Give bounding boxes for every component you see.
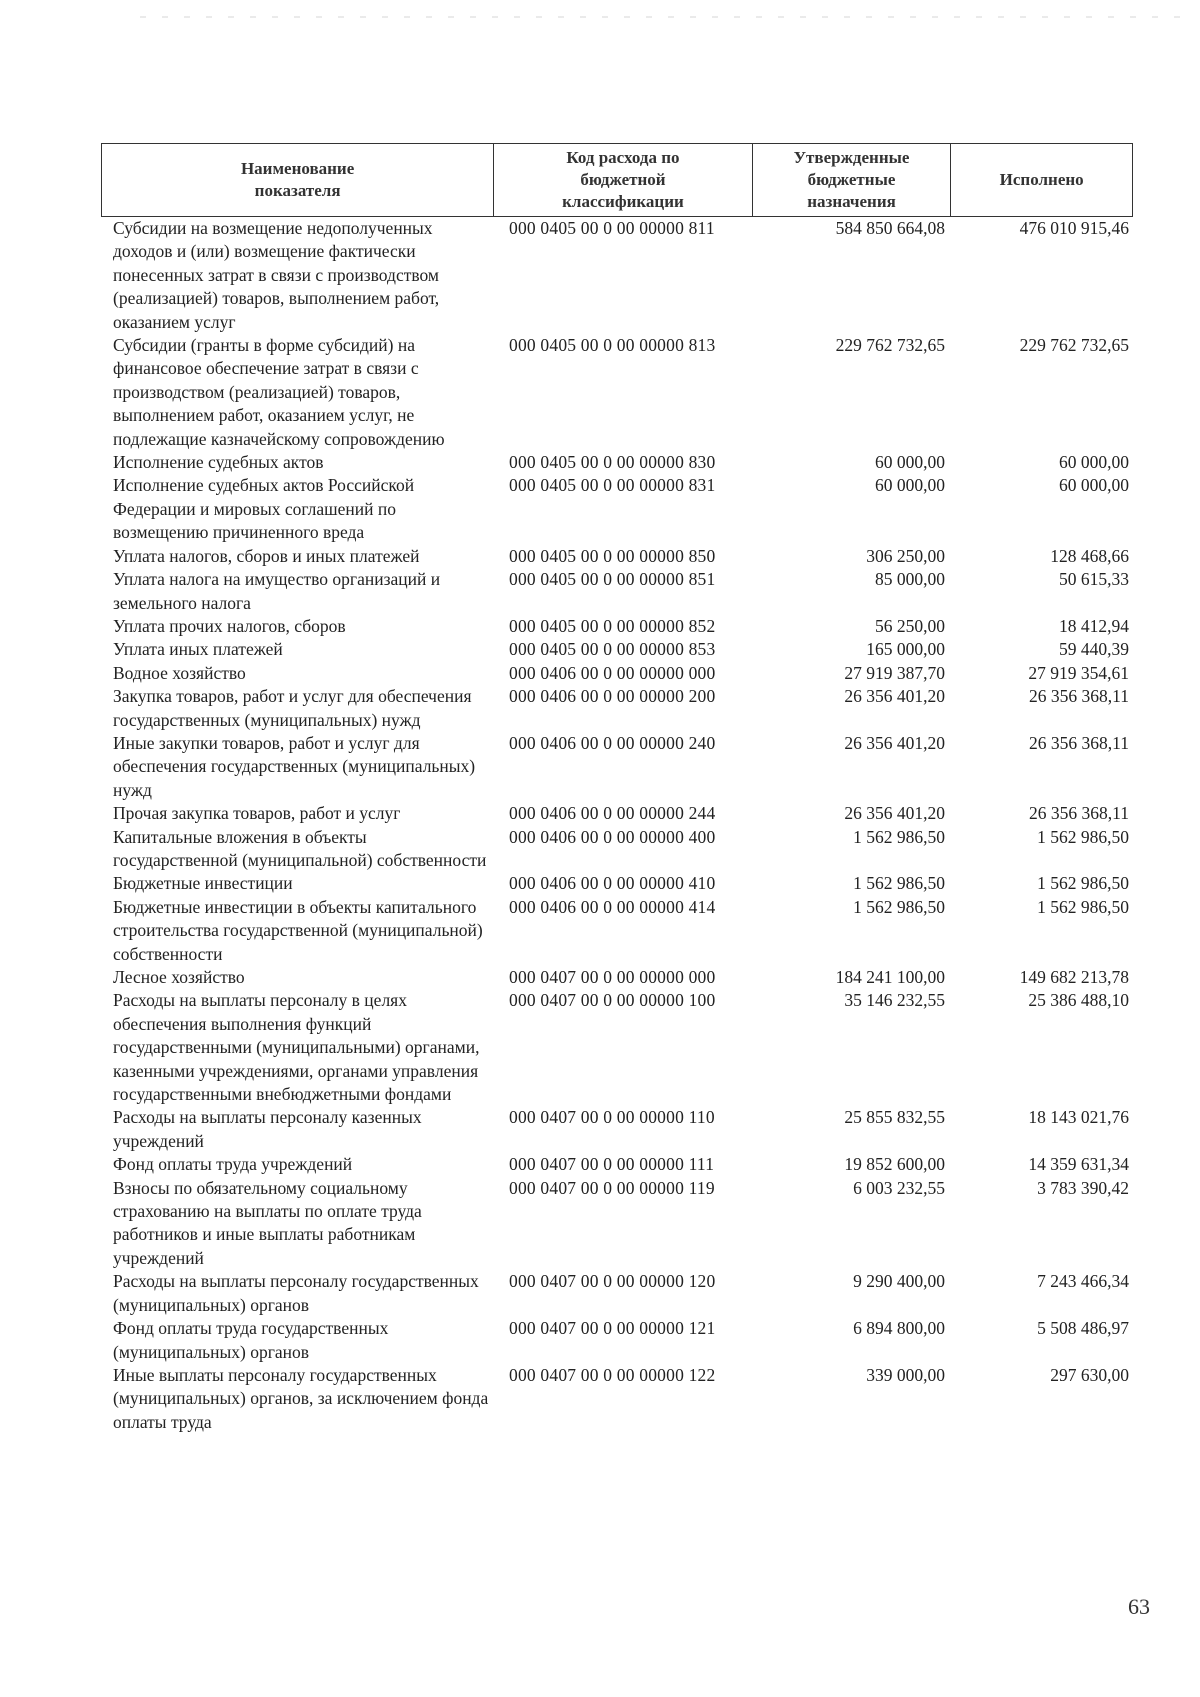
row-approved: 9 290 400,00 — [853, 1271, 945, 1292]
row-code: 000 0406 00 0 00 00000 000 — [509, 662, 716, 683]
row-name: Иные выплаты персоналу государственных (муниципальных) органов, за исключением фонда оплаты труда — [113, 1364, 489, 1432]
row-code: 000 0406 00 0 00 00000 200 — [509, 686, 716, 707]
table-row — [101, 568, 1133, 615]
table-row — [101, 451, 1133, 474]
table-row — [101, 1364, 1133, 1434]
table-row — [101, 474, 1133, 544]
table-row — [101, 1177, 1133, 1271]
row-approved: 60 000,00 — [875, 475, 945, 496]
row-approved: 6 003 232,55 — [853, 1177, 945, 1198]
header-executed: Исполнено — [950, 144, 1132, 216]
row-executed: 25 386 488,10 — [1028, 990, 1129, 1011]
row-name: Иные закупки товаров, работ и услуг для обеспечения государственных (муниципальных) нужд — [113, 732, 476, 800]
row-approved: 1 562 986,50 — [853, 873, 945, 894]
row-approved: 19 852 600,00 — [844, 1154, 945, 1175]
table-row — [101, 732, 1133, 802]
row-name: Прочая закупка товаров, работ и услуг — [113, 803, 401, 824]
header-approved: Утвержденные бюджетные назначения — [752, 144, 951, 216]
table-row — [101, 545, 1133, 568]
row-approved: 26 356 401,20 — [844, 732, 945, 753]
scan-artifact — [140, 16, 1190, 18]
row-code: 000 0406 00 0 00 00000 410 — [509, 873, 716, 894]
row-code: 000 0406 00 0 00 00000 414 — [509, 896, 716, 917]
row-executed: 60 000,00 — [1059, 452, 1129, 473]
row-code: 000 0407 00 0 00 00000 100 — [509, 990, 716, 1011]
row-code: 000 0405 00 0 00 00000 830 — [509, 452, 716, 473]
row-name: Субсидии (гранты в форме субсидий) на финансовое обеспечение затрат в связи с производством (реализацией) товаров, выполнением работ, оказанием услуг, не подлежащие казначейскому сопровождению — [113, 335, 445, 449]
table-row — [101, 1270, 1133, 1317]
table-row — [101, 1153, 1133, 1176]
table-row — [101, 1106, 1133, 1153]
row-code: 000 0405 00 0 00 00000 831 — [509, 475, 716, 496]
row-executed: 476 010 915,46 — [1019, 218, 1129, 238]
row-name: Исполнение судебных актов — [113, 452, 324, 473]
row-executed: 50 615,33 — [1059, 569, 1129, 590]
table-row — [101, 872, 1133, 895]
row-executed: 7 243 466,34 — [1037, 1271, 1129, 1292]
row-name: Фонд оплаты труда государственных (муниципальных) органов — [113, 1318, 389, 1362]
row-executed: 1 562 986,50 — [1037, 826, 1129, 847]
row-executed: 26 356 368,11 — [1029, 732, 1129, 753]
table-row — [101, 638, 1133, 661]
table-row — [101, 966, 1133, 989]
row-code: 000 0407 00 0 00 00000 119 — [509, 1177, 715, 1198]
row-approved: 60 000,00 — [875, 452, 945, 473]
row-name: Закупка товаров, работ и услуг для обеспечения государственных (муниципальных) нужд — [113, 686, 472, 730]
row-approved: 6 894 800,00 — [853, 1318, 945, 1339]
row-executed: 18 412,94 — [1059, 615, 1129, 636]
table-row — [101, 334, 1133, 451]
row-approved: 339 000,00 — [866, 1364, 945, 1385]
row-executed: 59 440,39 — [1059, 639, 1129, 660]
row-approved: 229 762 732,65 — [835, 335, 945, 356]
row-executed: 229 762 732,65 — [1019, 335, 1129, 356]
row-approved: 56 250,00 — [875, 615, 945, 636]
table-body — [101, 217, 1133, 1434]
table-row — [101, 896, 1133, 966]
row-name: Взносы по обязательному социальному страхованию на выплаты по оплате труда работников и иные выплаты работникам учреждений — [113, 1177, 422, 1268]
row-code: 000 0407 00 0 00 00000 111 — [509, 1154, 715, 1175]
table-header — [101, 143, 1133, 217]
row-executed: 149 682 213,78 — [1019, 967, 1129, 987]
row-executed: 297 630,00 — [1050, 1364, 1129, 1385]
row-approved: 35 146 232,55 — [844, 990, 945, 1011]
row-name: Бюджетные инвестиции — [113, 873, 293, 894]
row-executed: 60 000,00 — [1059, 475, 1129, 496]
table-row — [101, 662, 1133, 685]
row-code: 000 0406 00 0 00 00000 400 — [509, 826, 716, 847]
row-approved: 26 356 401,20 — [844, 686, 945, 707]
row-name: Исполнение судебных актов Российской Федерации и мировых соглашений по возмещению причиненного вреда — [113, 475, 415, 543]
table-row — [101, 989, 1133, 1106]
row-name: Субсидии на возмещение недополученных доходов и (или) возмещение фактически понесенных затрат в связи с производством (реализацией) товаров, выполнением работ, оказанием услуг — [113, 218, 440, 332]
row-name: Уплата налогов, сборов и иных платежей — [113, 545, 420, 566]
row-approved: 184 241 100,00 — [835, 967, 945, 987]
row-name: Расходы на выплаты персоналу казенных учреждений — [113, 1107, 422, 1151]
header-name: Наименование показателя — [240, 159, 355, 200]
row-name: Лесное хозяйство — [113, 967, 245, 987]
row-name: Уплата налога на имущество организаций и земельного налога — [113, 569, 441, 613]
row-executed: 5 508 486,97 — [1037, 1318, 1129, 1339]
row-code: 000 0406 00 0 00 00000 240 — [509, 732, 716, 753]
row-code: 000 0405 00 0 00 00000 811 — [509, 218, 715, 238]
row-name: Уплата иных платежей — [113, 639, 283, 660]
row-code: 000 0405 00 0 00 00000 850 — [509, 545, 716, 566]
row-approved: 165 000,00 — [866, 639, 945, 660]
row-executed: 1 562 986,50 — [1037, 896, 1129, 917]
row-code: 000 0407 00 0 00 00000 000 — [509, 967, 716, 987]
row-approved: 85 000,00 — [875, 569, 945, 590]
row-code: 000 0406 00 0 00 00000 244 — [509, 803, 716, 824]
row-executed: 26 356 368,11 — [1029, 686, 1129, 707]
row-approved: 1 562 986,50 — [853, 826, 945, 847]
row-code: 000 0405 00 0 00 00000 813 — [509, 335, 716, 356]
table-row — [101, 685, 1133, 732]
row-name: Бюджетные инвестиции в объекты капитального строительства государственной (муниципальной) собственности — [113, 896, 483, 964]
budget-table — [101, 143, 1133, 1434]
row-code: 000 0405 00 0 00 00000 852 — [509, 615, 716, 636]
row-name: Капитальные вложения в объекты государственной (муниципальной) собственности — [113, 826, 487, 870]
header-code: Код расхода по бюджетной классификации — [493, 144, 752, 216]
page-number: 63 — [1128, 1594, 1150, 1619]
row-code: 000 0405 00 0 00 00000 851 — [509, 569, 716, 590]
row-approved: 27 919 387,70 — [844, 662, 945, 683]
table-row — [101, 1317, 1133, 1364]
table-row — [101, 615, 1133, 638]
row-code: 000 0405 00 0 00 00000 853 — [509, 639, 716, 660]
row-executed: 26 356 368,11 — [1029, 803, 1129, 824]
row-code: 000 0407 00 0 00 00000 120 — [509, 1271, 716, 1292]
row-executed: 1 562 986,50 — [1037, 873, 1129, 894]
row-approved: 306 250,00 — [866, 545, 945, 566]
row-approved: 26 356 401,20 — [844, 803, 945, 824]
row-executed: 3 783 390,42 — [1037, 1177, 1129, 1198]
table-row — [101, 217, 1133, 334]
row-approved: 1 562 986,50 — [853, 896, 945, 917]
row-name: Расходы на выплаты персоналу государственных (муниципальных) органов — [113, 1271, 479, 1315]
row-name: Расходы на выплаты персоналу в целях обеспечения выполнения функций государственными (муниципальными) органами, казенными учреждениями, органами управления государственными внебюджетными фондами — [113, 990, 480, 1105]
row-executed: 14 359 631,34 — [1028, 1154, 1129, 1175]
row-code: 000 0407 00 0 00 00000 110 — [509, 1107, 715, 1128]
row-code: 000 0407 00 0 00 00000 121 — [509, 1318, 716, 1339]
row-code: 000 0407 00 0 00 00000 122 — [509, 1364, 716, 1385]
row-executed: 27 919 354,61 — [1028, 662, 1129, 683]
row-approved: 584 850 664,08 — [835, 218, 945, 238]
row-name: Фонд оплаты труда учреждений — [113, 1154, 353, 1175]
table-row — [101, 826, 1133, 873]
table-row — [101, 802, 1133, 825]
row-name: Уплата прочих налогов, сборов — [113, 615, 346, 636]
row-name: Водное хозяйство — [113, 662, 246, 683]
row-executed: 128 468,66 — [1050, 545, 1129, 566]
row-approved: 25 855 832,55 — [844, 1107, 945, 1128]
row-executed: 18 143 021,76 — [1028, 1107, 1129, 1128]
